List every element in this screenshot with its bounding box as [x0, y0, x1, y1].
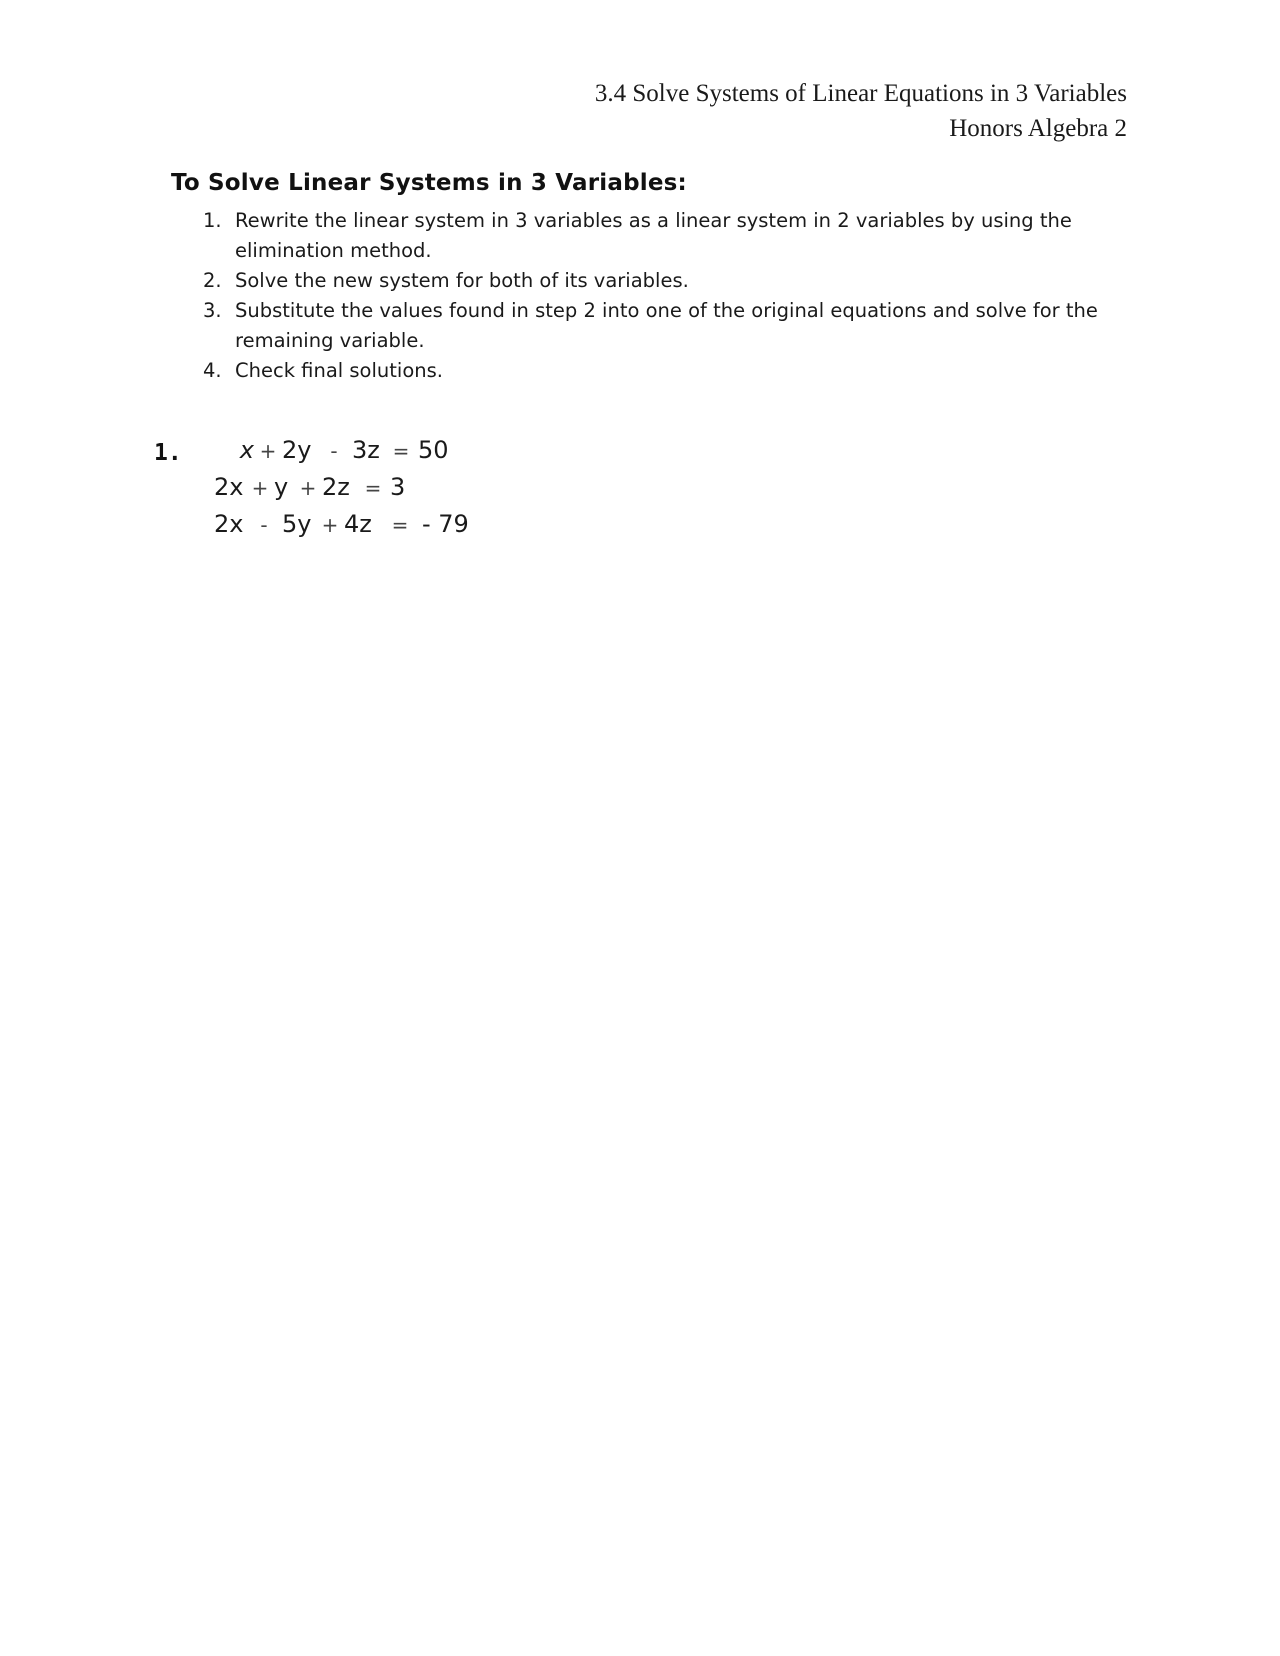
equation-term: y: [274, 473, 289, 501]
equation-term: 2x: [214, 510, 244, 538]
equation-operator: +: [299, 476, 317, 500]
equation-term: 2z: [322, 473, 350, 501]
step-number: 4.: [203, 359, 222, 382]
equation-row: [222, 436, 469, 473]
section-title: To Solve Linear Systems in 3 Variables:: [171, 170, 687, 196]
equation-operator: -: [260, 513, 268, 537]
equals-sign: =: [392, 439, 410, 463]
equation-system: [214, 436, 469, 547]
equation-term: 4z: [344, 510, 372, 538]
problem-number: 1.: [154, 440, 182, 466]
equation-rhs: 50: [418, 436, 449, 464]
step-item: [203, 206, 1128, 266]
step-item: [203, 266, 1128, 296]
equation-term: x: [239, 436, 254, 464]
equation-row: [214, 510, 469, 547]
equation-rhs: 3: [390, 473, 406, 501]
equation-rhs: - 79: [422, 510, 469, 538]
equation-term: 2x: [214, 473, 244, 501]
step-number: 3.: [203, 299, 222, 322]
equation-operator: -: [330, 439, 338, 463]
equation-operator: +: [259, 439, 277, 463]
equation-term: 2y: [282, 436, 312, 464]
equation-row: [214, 473, 469, 510]
steps-list: [203, 206, 1128, 386]
course-name: Honors Algebra 2: [949, 115, 1127, 142]
equation-term: 5y: [282, 510, 312, 538]
equation-operator: +: [251, 476, 269, 500]
equals-sign: =: [364, 476, 382, 500]
step-text: Check final solutions.: [235, 359, 443, 382]
step-text: Solve the new system for both of its variables.: [235, 269, 689, 292]
document-header: [595, 76, 1127, 146]
document-title: 3.4 Solve Systems of Linear Equations in 3 Variables: [594, 80, 1127, 107]
step-number: 1.: [203, 209, 222, 232]
step-text: Rewrite the linear system in 3 variables as a linear system in 2 variables by using the elimination method.: [235, 209, 1072, 262]
equals-sign: =: [391, 513, 409, 537]
step-text: Substitute the values found in step 2 into one of the original equations and solve for the remaining variable.: [235, 299, 1098, 352]
equation-operator: +: [321, 513, 339, 537]
step-item: [203, 356, 1128, 386]
equation-term: 3z: [352, 436, 380, 464]
step-item: [203, 296, 1128, 356]
step-number: 2.: [203, 269, 222, 292]
